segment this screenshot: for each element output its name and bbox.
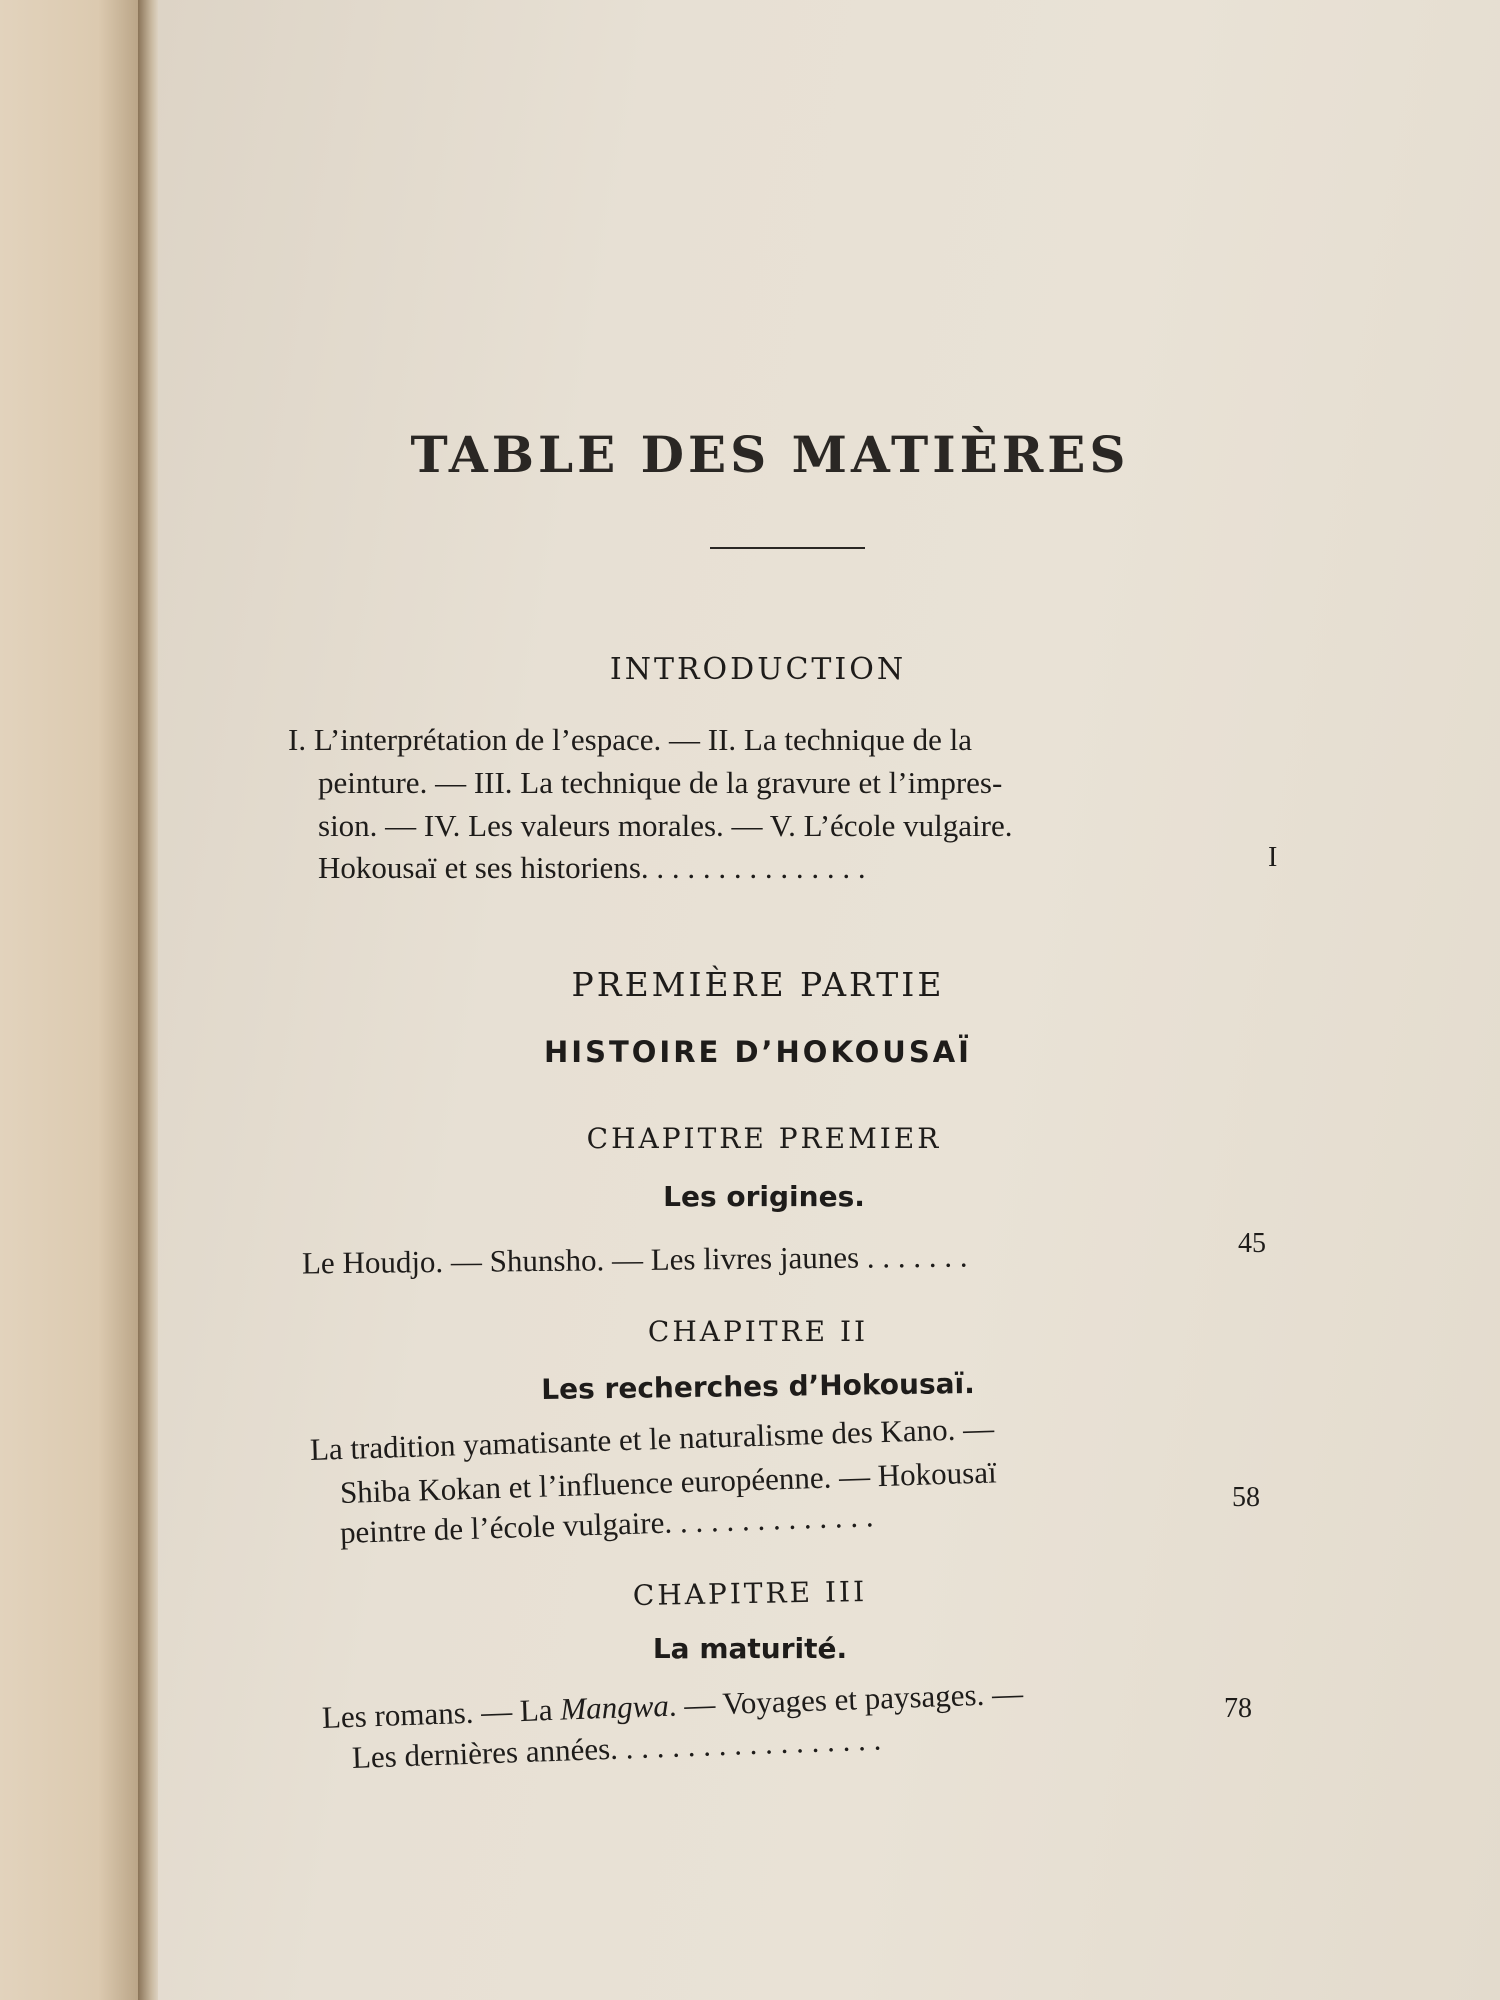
chapter-title: Les recherches d’Hokousaï. xyxy=(541,1366,975,1407)
chapter-heading: CHAPITRE III xyxy=(632,1574,868,1613)
chapter-heading: CHAPITRE II xyxy=(647,1315,869,1348)
title-divider xyxy=(710,547,865,549)
chapter-heading: CHAPITRE PREMIER xyxy=(586,1122,942,1155)
toc-line: Shiba Kokan et l’influence européenne. — Hokousaï xyxy=(339,1454,998,1510)
toc-line: Hokousaï et ses historiens. . . . . . . . . . . . . . . xyxy=(318,850,866,885)
toc-line: Le Houdjo. — Shunsho. — Les livres jaunes . . . . . . . xyxy=(301,1238,968,1281)
toc-italic-title: Mangwa xyxy=(559,1687,670,1727)
toc-line: peintre de l’école vulgaire. . . . . . . . . . . . . . xyxy=(339,1498,875,1550)
toc-text: Les romans. — La xyxy=(321,1691,561,1735)
chapter-title: La maturité. xyxy=(652,1632,848,1665)
toc-line: peinture. — III. La technique de la gravure et l’impres- xyxy=(318,765,1003,800)
toc-line: La tradition yamatisante et le naturalisme des Kano. — xyxy=(309,1410,995,1467)
toc-line: I. L’interprétation de l’espace. — II. La technique de la xyxy=(288,722,972,757)
part-subtitle: HISTOIRE D’HOKOUSAÏ xyxy=(544,1035,972,1069)
part-heading: PREMIÈRE PARTIE xyxy=(571,965,945,1004)
toc-text: . — Voyages et paysages. — xyxy=(668,1675,1024,1723)
page-number: 78 xyxy=(1224,1693,1252,1724)
page-number: I xyxy=(1268,842,1278,873)
page-title: TABLE DES MATIÈRES xyxy=(410,425,1130,484)
toc-line: sion. — IV. Les valeurs morales. — V. L’école vulgaire. xyxy=(318,808,1013,843)
chapter-title: Les origines. xyxy=(663,1180,865,1213)
introduction-heading: INTRODUCTION xyxy=(609,652,907,687)
page-number: 58 xyxy=(1232,1482,1260,1513)
page-number: 45 xyxy=(1238,1228,1266,1259)
toc-line: Les dernières années. . . . . . . . . . . . . . . . . . xyxy=(351,1721,882,1775)
